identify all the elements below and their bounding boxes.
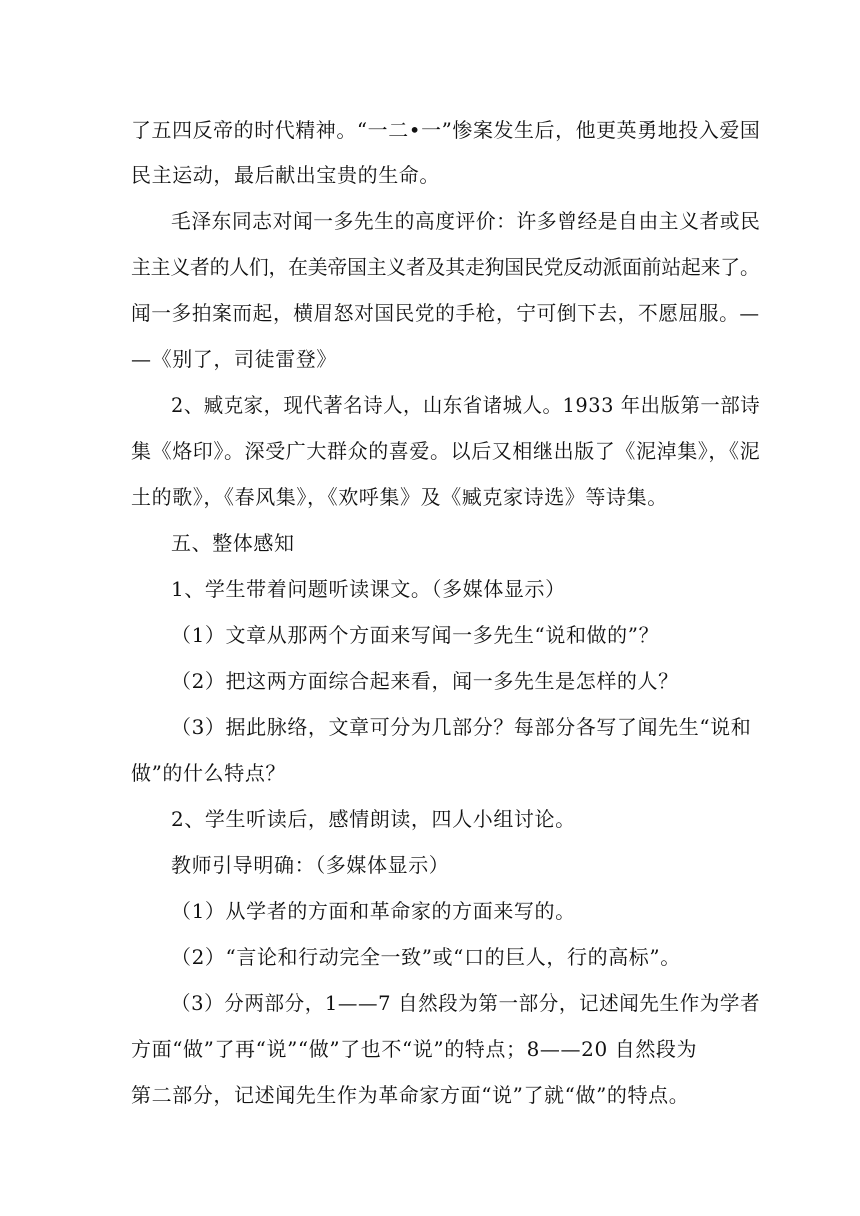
text-line: 毛泽东同志对闻一多先生的高度评价：许多曾经是自由主义者或民 — [171, 209, 761, 233]
text-line: （1）文章从那两个方面来写闻一多先生“说和做的”？ — [171, 623, 660, 647]
text-line: （1）从学者的方面和革命家的方面来写的。 — [171, 899, 576, 923]
text-line: （2）把这两方面综合起来看，闻一多先生是怎样的人？ — [171, 669, 679, 693]
text-line: 做”的什么特点？ — [131, 761, 287, 785]
text-line: 1、学生带着问题听读课文。（多媒体显示） — [171, 577, 566, 601]
text-line: 民主运动，最后献出宝贵的生命。 — [131, 163, 440, 187]
text-line: 闻一多拍案而起，横眉怒对国民党的手枪，宁可倒下去，不愿屈服。— — [131, 301, 760, 325]
text-line: 2、学生听读后，感情朗读，四人小组讨论。 — [171, 807, 576, 831]
text-line: 主主义者的人们，在美帝国主义者及其走狗国民党反动派面前站起来了。 — [131, 255, 760, 279]
text-line: —《别了，司徒雷登》 — [131, 347, 337, 371]
text-line: 了五四反帝的时代精神。“一二•一”惨案发生后，他更英勇地投入爱国 — [131, 118, 761, 142]
text-line: 2、臧克家，现代著名诗人，山东省诸城人。1933 年出版第一部诗 — [171, 393, 761, 417]
text-line: （3）分两部分，1——7 自然段为第一部分，记述闻先生作为学者 — [171, 991, 761, 1015]
text-line: 方面“做”了再“说”“做”了也不“说”的特点；8——20 自然段为 — [131, 1037, 698, 1061]
text-line: 教师引导明确：（多媒体显示） — [171, 853, 450, 877]
text-line: （3）据此脉络，文章可分为几部分？每部分各写了闻先生“说和 — [171, 715, 752, 739]
text-line: 第二部分，记述闻先生作为革命家方面“说”了就“做”的特点。 — [131, 1083, 690, 1107]
section-heading: 五、整体感知 — [171, 531, 295, 555]
text-line: 集《烙印》。深受广大群众的喜爱。以后又相继出版了《泥淖集》，《泥 — [131, 439, 761, 463]
text-line: （2）“言论和行动完全一致”或“口的巨人，行的高标”。 — [171, 945, 681, 969]
text-line: 土的歌》，《春风集》，《欢呼集》及《臧克家诗选》等诗集。 — [131, 485, 668, 509]
